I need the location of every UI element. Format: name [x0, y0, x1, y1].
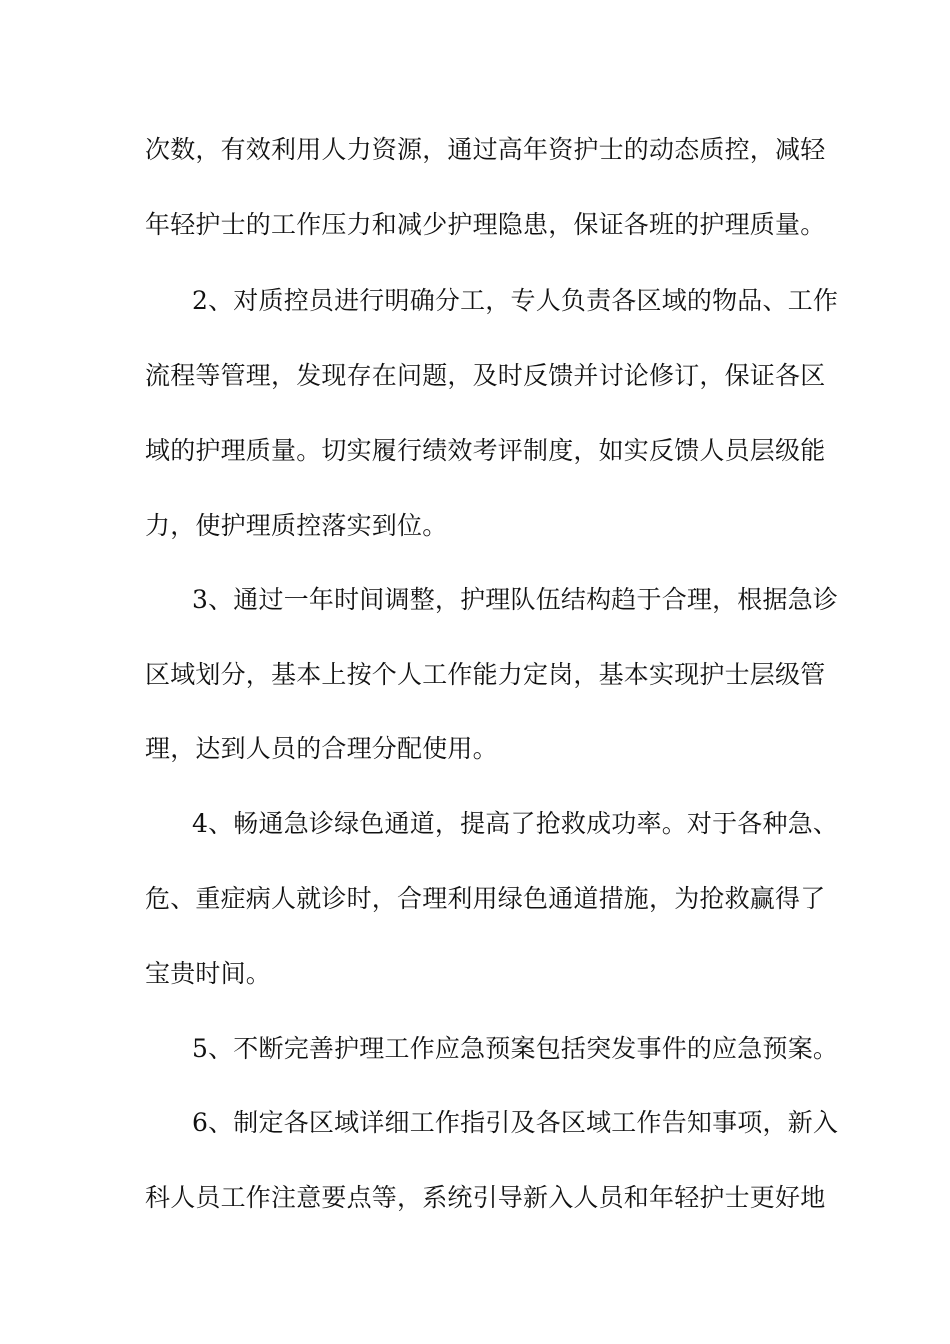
text-line: 宝贵时间。 — [145, 959, 272, 988]
text-line: 危、重症病人就诊时，合理利用绿色通道措施，为抢救赢得了 — [145, 884, 826, 913]
text-line: 次数，有效利用人力资源，通过高年资护士的动态质控，减轻 — [145, 135, 826, 164]
paragraph-3-line: 3、通过一年时间调整，护理队伍结构趋于合理，根据急诊 — [192, 585, 839, 614]
text-line: 力，使护理质控落实到位。 — [145, 511, 448, 540]
paragraph-4-line: 4、畅通急诊绿色通道，提高了抢救成功率。对于各种急、 — [192, 809, 839, 838]
paragraph-6-line: 6、制定各区域详细工作指引及各区域工作告知事项，新入 — [192, 1108, 839, 1137]
text-line: 域的护理质量。切实履行绩效考评制度，如实反馈人员层级能 — [145, 436, 826, 465]
paragraph-5-line: 5、不断完善护理工作应急预案包括突发事件的应急预案。 — [192, 1034, 839, 1063]
text-line: 流程等管理，发现存在问题，及时反馈并讨论修订，保证各区 — [145, 361, 826, 390]
text-line: 区域划分，基本上按个人工作能力定岗，基本实现护士层级管 — [145, 660, 826, 689]
text-line: 理，达到人员的合理分配使用。 — [145, 734, 498, 763]
text-line: 科人员工作注意要点等，系统引导新入人员和年轻护士更好地 — [145, 1183, 826, 1212]
text-line: 年轻护士的工作压力和减少护理隐患，保证各班的护理质量。 — [145, 210, 826, 239]
paragraph-2-line: 2、对质控员进行明确分工，专人负责各区域的物品、工作 — [192, 286, 839, 315]
